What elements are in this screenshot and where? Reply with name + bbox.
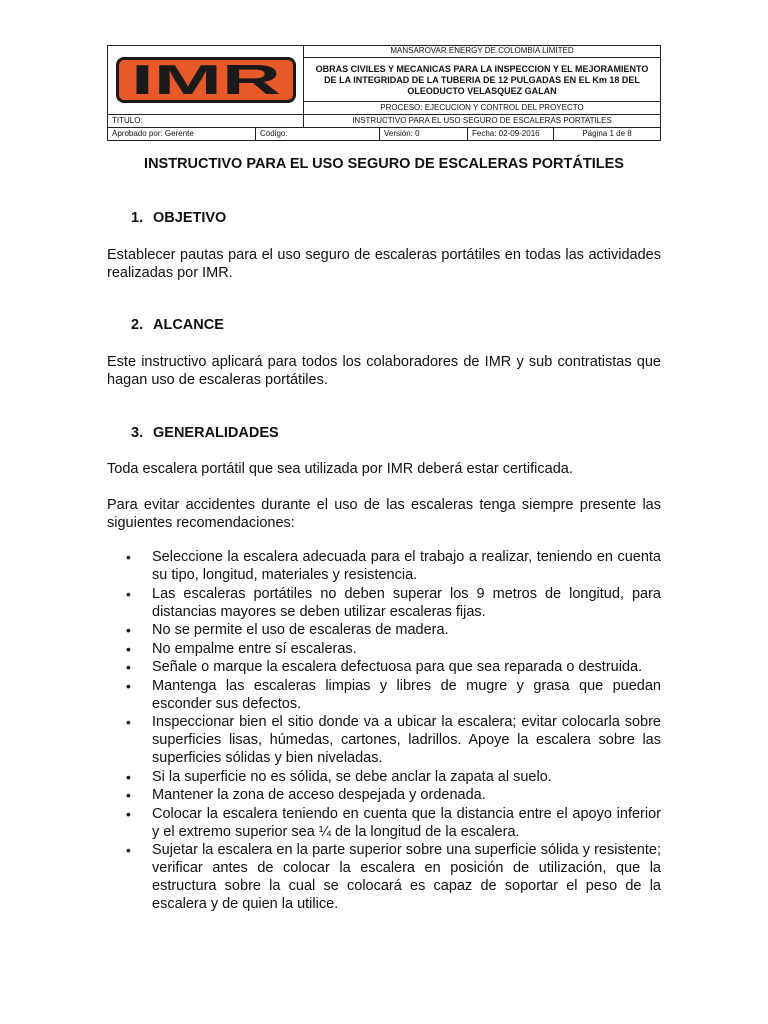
bullet-icon: •: [126, 622, 131, 638]
header-info-column: [304, 46, 660, 114]
bullet-icon: •: [126, 549, 131, 565]
svg-text:IMR: IMR: [130, 61, 281, 99]
section-title: OBJETIVO: [153, 210, 227, 226]
bullet-icon: •: [126, 714, 131, 730]
header-title-row: [108, 115, 660, 128]
list-item: • No se permite el uso de escaleras de madera.: [126, 622, 449, 638]
header-top-row: [108, 46, 660, 115]
imr-logo: [116, 57, 296, 103]
bullet-icon: •: [126, 842, 131, 858]
header-meta-row: [108, 128, 660, 140]
list-item: • Si la superficie no es sólida, se debe anclar la zapata al suelo.: [126, 768, 552, 785]
imr-logo-lettering: [122, 61, 290, 99]
section-number: 3.: [131, 425, 144, 441]
bullet-icon: •: [126, 585, 131, 602]
list-item: • Sujetar la escalera en la parte superior sobre una superficie sólida y resistente; verificar antes de colocar la escalera en posición de utilización, que la estructura sobre la cual se colocará es capaz de soportar el peso de la escalera y de quien la utilice.: [126, 842, 661, 912]
aprobado-por: Aprobado por: Gerente: [108, 128, 256, 140]
list-item: • Colocar la escalera teniendo en cuenta que la distancia entre el apoyo inferior y el extremo superior sea ¼ de la longitud de la escalera.: [126, 805, 661, 840]
company-name: MANSAROVAR ENERGY DE COLOMBIA LIMITED: [304, 46, 660, 58]
list-item: • Las escaleras portátiles no deben superar los 9 metros de longitud, para distancias mayores se deben utilizar escaleras fijas.: [126, 585, 661, 620]
codigo: Código:: [256, 128, 380, 140]
list-item: • Seleccione la escalera adecuada para el trabajo a realizar, teniendo en cuenta su tipo, longitud, materiales y resistencia.: [126, 549, 661, 583]
pagina: Página 1 de 8: [582, 129, 632, 138]
bullet-icon: •: [126, 768, 131, 785]
bullet-icon: •: [126, 640, 131, 657]
section-number: 1.: [131, 210, 144, 226]
bullet-icon: •: [126, 659, 131, 675]
version: Versión: 0: [380, 128, 468, 140]
section-heading-objetivo: [131, 210, 226, 226]
bullet-icon: •: [126, 787, 131, 803]
section-number: 2.: [131, 317, 144, 333]
list-item: • Señale o marque la escalera defectuosa para que sea reparada o destruida.: [126, 659, 643, 675]
section-heading-generalidades: [131, 425, 279, 441]
section-title: GENERALIDADES: [153, 425, 279, 441]
section-title: ALCANCE: [153, 317, 224, 333]
alcance-paragraph: Este instructivo aplicará para todos los colaboradores de IMR y sub contratistas que hagan uso de escaleras portátiles.: [107, 354, 661, 388]
list-item: • Mantenga las escaleras limpias y libres de mugre y grasa que puedan esconder sus defectos.: [126, 677, 661, 712]
generalidades-paragraph-2: Para evitar accidentes durante el uso de las escaleras tenga siempre presente las siguientes recomendaciones:: [107, 497, 661, 531]
titulo-value: INSTRUCTIVO PARA EL USO SEGURO DE ESCALERAS PORTATILES: [352, 116, 612, 125]
fecha: Fecha: 02-09-2016: [468, 128, 554, 140]
logo-cell: [108, 46, 304, 114]
process-name: PROCESO: EJECUCION Y CONTROL DEL PROYECTO: [380, 103, 584, 112]
list-item: • Inspeccionar bien el sitio donde va a ubicar la escalera; evitar colocarla sobre superficies lisas, húmedas, cartones, ladrillos. Apoye la escalera sobre las superficies sólidas y bien niveladas.: [126, 714, 661, 766]
generalidades-paragraph-1: Toda escalera portátil que sea utilizada por IMR deberá estar certificada.: [107, 461, 573, 477]
bullet-icon: •: [126, 677, 131, 694]
list-item: • No empalme entre sí escaleras.: [126, 640, 357, 657]
objetivo-paragraph: Establecer pautas para el uso seguro de escaleras portátiles en todas las actividades realizadas por IMR.: [107, 247, 661, 281]
document-title: INSTRUCTIVO PARA EL USO SEGURO DE ESCALERAS PORTÁTILES: [144, 156, 624, 172]
list-item: • Mantener la zona de acceso despejada y ordenada.: [126, 787, 486, 803]
bullet-icon: •: [126, 805, 131, 822]
titulo-label: TITULO:: [108, 115, 304, 127]
project-name: OBRAS CIVILES Y MECANICAS PARA LA INSPECCION Y EL MEJORAMIENTO DE LA INTEGRIDAD DE LA TUBERIA DE 12 PULGADAS EN EL Km 18 DEL OLEODUCTO VELASQUEZ GALAN: [304, 58, 660, 102]
section-heading-alcance: [131, 317, 224, 333]
recommendations-list: [107, 548, 661, 914]
document-header-table: [107, 45, 661, 141]
